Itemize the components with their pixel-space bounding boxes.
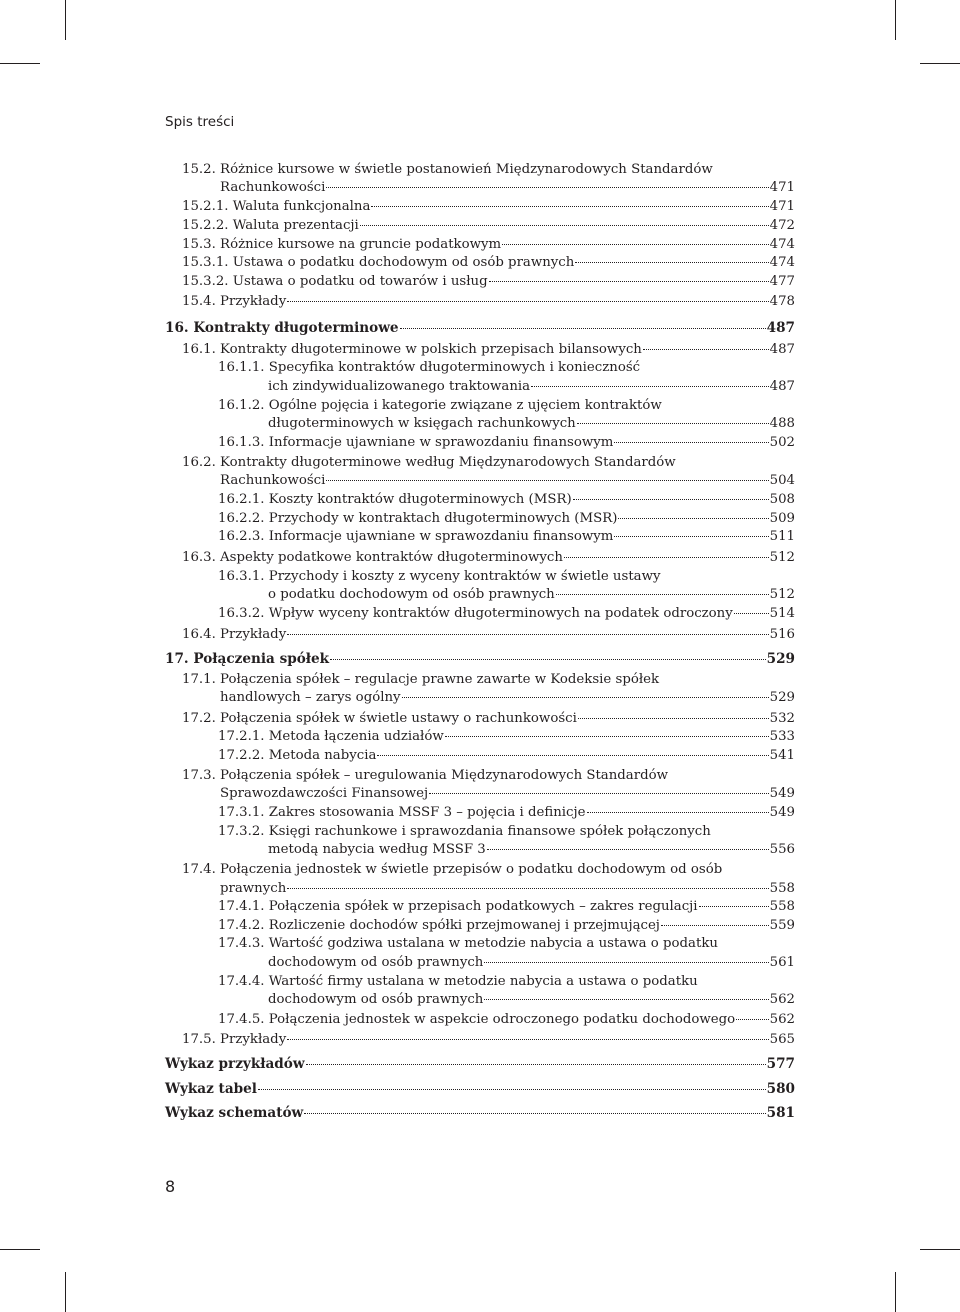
toc-entry-page: 511 (769, 529, 795, 544)
crop-mark (920, 63, 960, 64)
toc-entry-title: 17.2.1. Metoda łączenia udziałów (218, 729, 444, 744)
toc-entry-page: 487 (769, 342, 795, 357)
toc-entry-page: 577 (766, 1056, 795, 1072)
toc-entry (0, 1010, 960, 1029)
toc-entry (0, 625, 960, 644)
toc-entry-title: handlowych – zarys ogólny (220, 690, 401, 705)
dot-leader (614, 536, 768, 537)
toc-entry-page: 565 (769, 1032, 795, 1047)
toc-entry-title: 16.3.1. Przychody i koszty z wyceny kontraktów w świetle ustawy (218, 569, 661, 584)
toc-entry-title: 17.4.2. Rozliczenie dochodów spółki przejmowanej i przejmującej (218, 918, 660, 933)
dot-leader (531, 386, 769, 387)
toc-entry (0, 803, 960, 822)
toc-entry (0, 453, 960, 472)
toc-entry (0, 650, 960, 669)
toc-entry (0, 784, 960, 803)
toc-entry-title: 15.4. Przykłady (182, 294, 287, 309)
toc-entry-page: 581 (766, 1105, 795, 1121)
toc-entry (0, 160, 960, 179)
toc-entry-title: 16.1. Kontrakty długoterminowe w polskich przepisach bilansowych (182, 342, 642, 357)
toc-entry-title: 16.2. Kontrakty długoterminowe według Międzynarodowych Standardów (182, 455, 676, 470)
toc-entry-title: Wykaz przykładów (165, 1056, 305, 1072)
toc-entry-title: Sprawozdawczości Finansowej (220, 786, 429, 801)
toc-entry-title: Rachunkowości (220, 473, 326, 488)
toc-entry-page: 514 (769, 606, 795, 621)
toc-entry (0, 178, 960, 197)
dot-leader (306, 1064, 766, 1065)
dot-leader (564, 557, 769, 558)
toc-entry-page: 472 (769, 218, 795, 233)
toc-entry (0, 509, 960, 528)
toc-entry-page: 549 (769, 805, 795, 820)
toc-entry (0, 253, 960, 272)
toc-entry-title: 16.2.3. Informacje ujawniane w sprawozdaniu finansowym (218, 529, 614, 544)
toc-entry (0, 548, 960, 567)
dot-leader (487, 849, 769, 850)
toc-entry-title: 16. Kontrakty długoterminowe (165, 320, 399, 336)
toc-entry-title: 17.4.5. Połączenia jednostek w aspekcie odroczonego podatku dochodowego (218, 1012, 736, 1027)
running-header: Spis treści (165, 114, 235, 130)
dot-leader (371, 206, 768, 207)
dot-leader (734, 613, 769, 614)
toc-entry-title: 17.3.1. Zakres stosowania MSSF 3 – pojęcia i definicje (218, 805, 586, 820)
dot-leader (287, 888, 768, 889)
dot-leader (304, 1113, 765, 1114)
crop-mark (65, 0, 66, 40)
toc-entry (0, 1030, 960, 1049)
toc-entry-title: 17.5. Przykłady (182, 1032, 287, 1047)
toc-entry-title: 15.2.2. Waluta prezentacji (182, 218, 359, 233)
toc-entry-page: 529 (766, 651, 795, 667)
toc-entry-title: Wykaz schematów (165, 1105, 304, 1121)
toc-entry (0, 471, 960, 490)
toc-entry-title: dochodowym od osób prawnych (268, 955, 484, 970)
toc-entry-title: 17.4.1. Połączenia spółek w przepisach podatkowych – zakres regulacji (218, 899, 698, 914)
toc-entry-title: Rachunkowości (220, 180, 326, 195)
toc-entry-title: Wykaz tabel (165, 1081, 257, 1097)
dot-leader (573, 499, 769, 500)
toc-entry (0, 822, 960, 841)
crop-mark (65, 1272, 66, 1312)
dot-leader (587, 812, 769, 813)
toc-entry (0, 340, 960, 359)
toc-entry-page: 508 (769, 492, 795, 507)
toc-entry (0, 1055, 960, 1074)
toc-entry-title: dochodowym od osób prawnych (268, 992, 484, 1007)
dot-leader (614, 442, 768, 443)
toc-entry (0, 897, 960, 916)
toc-entry (0, 604, 960, 623)
toc-entry-title: metodą nabycia według MSSF 3 (268, 842, 486, 857)
toc-entry-page: 477 (769, 274, 795, 289)
toc-entry-title: o podatku dochodowym od osób prawnych (268, 587, 555, 602)
dot-leader (484, 962, 768, 963)
toc-entry (0, 377, 960, 396)
toc-entry-page: 541 (769, 748, 795, 763)
toc-entry (0, 216, 960, 235)
toc-entry-title: 17.3.2. Księgi rachunkowe i sprawozdania finansowe spółek połączonych (218, 824, 711, 839)
dot-leader (618, 518, 768, 519)
toc-entry (0, 292, 960, 311)
toc-entry-page: 488 (769, 416, 795, 431)
toc-entry (0, 840, 960, 859)
toc-entry-title: 15.3.1. Ustawa o podatku dochodowym od osób prawnych (182, 255, 575, 270)
toc-entry (0, 319, 960, 338)
crop-mark (0, 1249, 40, 1250)
dot-leader (287, 301, 768, 302)
toc-entry (0, 860, 960, 879)
dot-leader (736, 1019, 768, 1020)
toc-entry (0, 953, 960, 972)
dot-leader (661, 925, 769, 926)
toc-entry-page: 556 (769, 842, 795, 857)
toc-entry-title: 16.1.3. Informacje ujawniane w sprawozdaniu finansowym (218, 435, 614, 450)
dot-leader (578, 718, 769, 719)
dot-leader (258, 1089, 766, 1090)
toc-entry-title: 16.2.1. Koszty kontraktów długoterminowych (MSR) (218, 492, 572, 507)
toc-entry (0, 358, 960, 377)
toc-entry-title: prawnych (220, 881, 287, 896)
toc-entry-page: 474 (769, 255, 795, 270)
crop-mark (895, 0, 896, 40)
toc-entry (0, 972, 960, 991)
toc-entry-page: 558 (769, 899, 795, 914)
toc-entry-title: 15.2. Różnice kursowe w świetle postanowień Międzynarodowych Standardów (182, 162, 713, 177)
dot-leader (402, 697, 769, 698)
toc-entry-page: 512 (769, 550, 795, 565)
crop-mark (895, 1272, 896, 1312)
dot-leader (429, 793, 769, 794)
toc-entry-page: 559 (769, 918, 795, 933)
crop-mark (920, 1249, 960, 1250)
toc-entry-title: 17.3. Połączenia spółek – uregulowania Międzynarodowych Standardów (182, 768, 668, 783)
toc-entry-page: 561 (769, 955, 795, 970)
toc-entry (0, 197, 960, 216)
toc-entry (0, 396, 960, 415)
dot-leader (400, 328, 766, 329)
toc-entry-page: 487 (769, 379, 795, 394)
dot-leader (326, 480, 768, 481)
toc-entry-page: 474 (769, 237, 795, 252)
toc-entry-title: 16.3.2. Wpływ wyceny kontraktów długoterminowych na podatek odroczony (218, 606, 733, 621)
toc-entry-title: ich zindywidualizowanego traktowania (268, 379, 531, 394)
dot-leader (287, 1039, 768, 1040)
toc-entry (0, 709, 960, 728)
toc-entry-title: 17.4.3. Wartość godziwa ustalana w metodzie nabycia a ustawa o podatku (218, 936, 718, 951)
toc-entry-page: 471 (769, 180, 795, 195)
toc-entry (0, 916, 960, 935)
toc-entry-page: 532 (769, 711, 795, 726)
toc-entry (0, 1080, 960, 1099)
toc-entry-title: 15.2.1. Waluta funkcjonalna (182, 199, 371, 214)
toc-entry-title: 17.2. Połączenia spółek w świetle ustawy o rachunkowości (182, 711, 577, 726)
toc-entry-title: 16.4. Przykłady (182, 627, 287, 642)
toc-entry (0, 414, 960, 433)
dot-leader (556, 594, 769, 595)
toc-entry-title: 16.3. Aspekty podatkowe kontraktów długoterminowych (182, 550, 563, 565)
toc-entry (0, 934, 960, 953)
toc-entry-page: 562 (769, 1012, 795, 1027)
toc-entry-page: 516 (769, 627, 795, 642)
dot-leader (577, 423, 769, 424)
toc-entry-title: długoterminowych w księgach rachunkowych (268, 416, 576, 431)
toc-entry (0, 235, 960, 254)
toc-entry (0, 766, 960, 785)
dot-leader (489, 281, 769, 282)
toc-entry (0, 527, 960, 546)
toc-entry-title: 16.2.2. Przychody w kontraktach długoterminowych (MSR) (218, 511, 618, 526)
toc-entry-title: 15.3.2. Ustawa o podatku od towarów i usług (182, 274, 488, 289)
dot-leader (287, 634, 768, 635)
dot-leader (699, 906, 769, 907)
toc-entry-title: 15.3. Różnice kursowe na gruncie podatkowym (182, 237, 502, 252)
toc-entry (0, 433, 960, 452)
toc-entry-page: 558 (769, 881, 795, 896)
dot-leader (330, 659, 766, 660)
toc-entry (0, 567, 960, 586)
toc-entry (0, 490, 960, 509)
crop-mark (0, 63, 40, 64)
dot-leader (575, 262, 768, 263)
toc-entry-title: 17.4.4. Wartość firmy ustalana w metodzie nabycia a ustawa o podatku (218, 974, 698, 989)
toc-entry (0, 1104, 960, 1123)
toc-entry (0, 670, 960, 689)
toc-entry-page: 504 (769, 473, 795, 488)
toc-entry-page: 580 (766, 1081, 795, 1097)
dot-leader (326, 187, 768, 188)
toc-entry-title: 17.4. Połączenia jednostek w świetle przepisów o podatku dochodowym od osób (182, 862, 723, 877)
dot-leader (643, 349, 769, 350)
toc-entry (0, 727, 960, 746)
toc-entry-title: 16.1.1. Specyfika kontraktów długoterminowych i konieczność (218, 360, 641, 375)
toc-entry-page: 478 (769, 294, 795, 309)
toc-entry-page: 487 (766, 320, 795, 336)
toc-entry-page: 502 (769, 435, 795, 450)
toc-entry-title: 17. Połączenia spółek (165, 651, 330, 667)
page-number: 8 (165, 1177, 176, 1196)
toc-entry (0, 879, 960, 898)
dot-leader (377, 755, 768, 756)
toc-entry-page: 549 (769, 786, 795, 801)
toc-entry-title: 16.1.2. Ogólne pojęcia i kategorie związane z ujęciem kontraktów (218, 398, 662, 413)
toc-entry-page: 471 (769, 199, 795, 214)
toc-entry-page: 562 (769, 992, 795, 1007)
toc-entry (0, 585, 960, 604)
toc-entry-page: 512 (769, 587, 795, 602)
toc-entry-title: 17.1. Połączenia spółek – regulacje prawne zawarte w Kodeksie spółek (182, 672, 660, 687)
dot-leader (360, 225, 769, 226)
dot-leader (484, 999, 768, 1000)
dot-leader (445, 736, 769, 737)
toc-entry-page: 509 (769, 511, 795, 526)
toc-entry-page: 529 (769, 690, 795, 705)
toc-entry (0, 990, 960, 1009)
dot-leader (502, 244, 769, 245)
toc-entry (0, 272, 960, 291)
toc-entry (0, 746, 960, 765)
toc-entry-page: 533 (769, 729, 795, 744)
toc-entry (0, 688, 960, 707)
toc-entry-title: 17.2.2. Metoda nabycia (218, 748, 377, 763)
